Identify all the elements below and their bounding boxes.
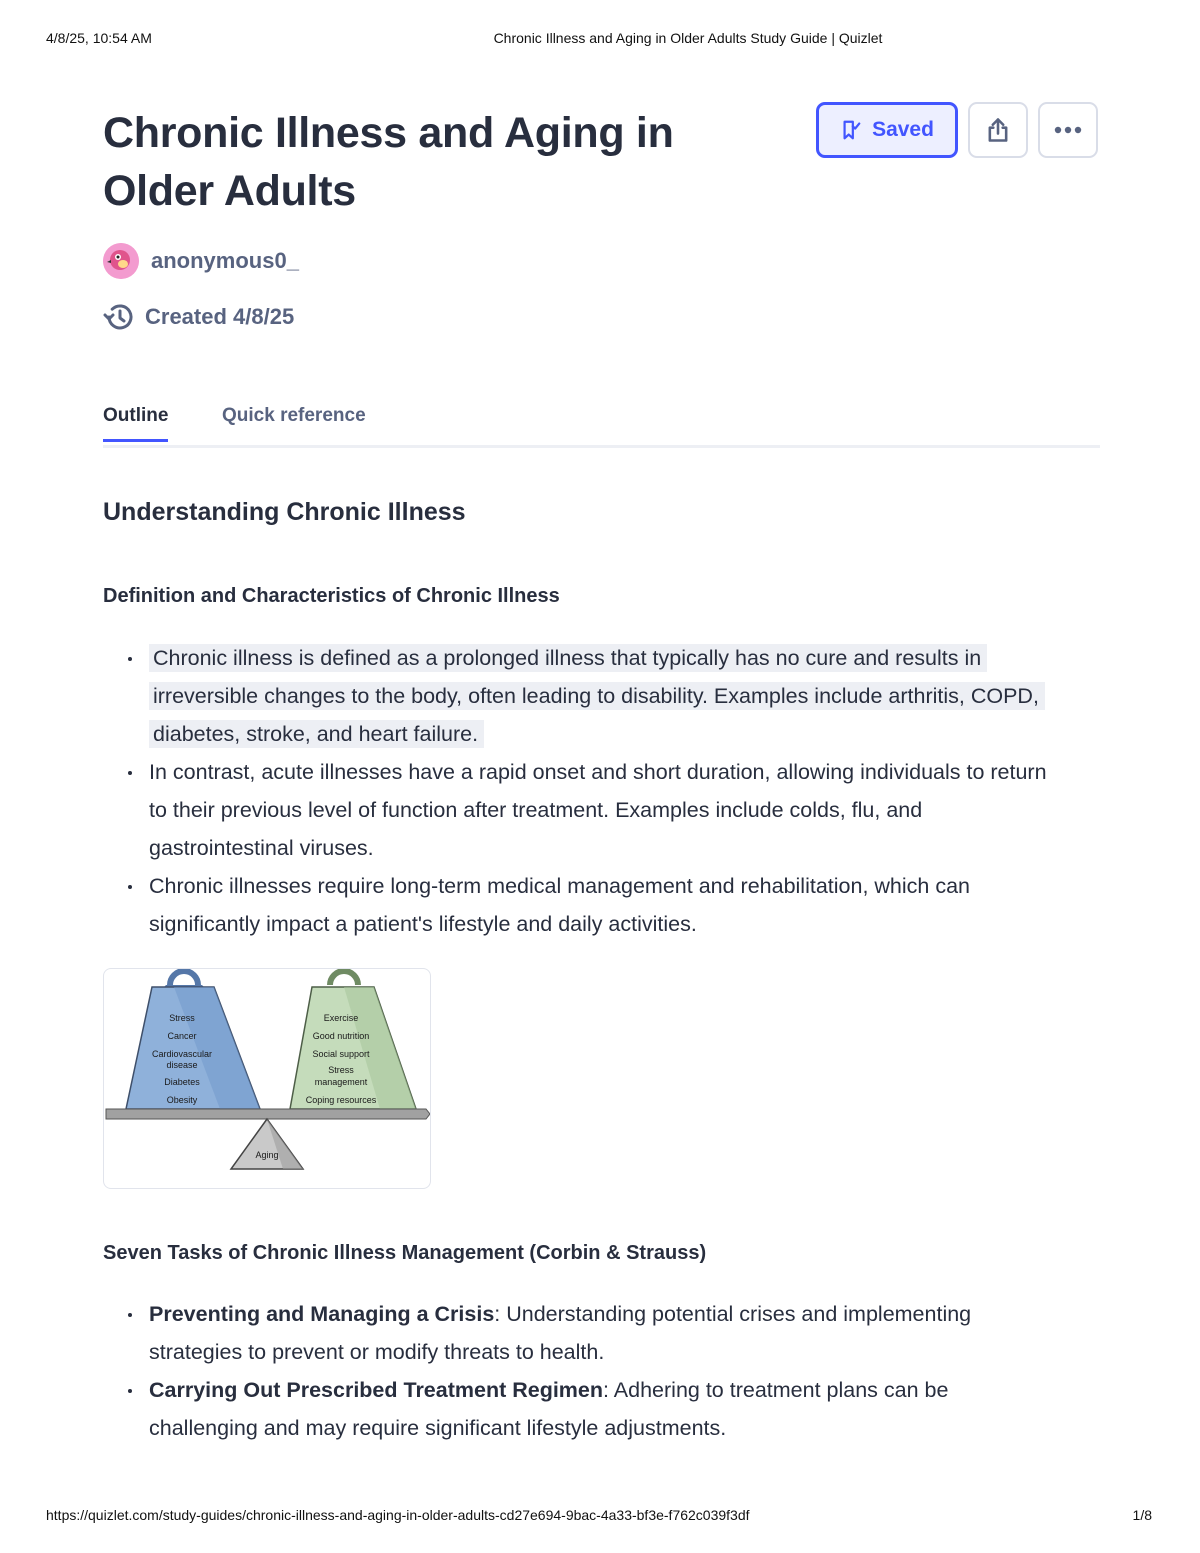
author-row[interactable] bbox=[103, 243, 299, 279]
more-button[interactable] bbox=[1038, 102, 1098, 158]
right-weight-label: Stress bbox=[328, 1065, 354, 1075]
tab-quick-reference[interactable]: Quick reference bbox=[222, 405, 366, 426]
share-button[interactable] bbox=[968, 102, 1028, 158]
task-description: : Understanding potential crises and implementing strategies to prevent or modify threats to health. bbox=[149, 1302, 972, 1364]
right-weight-label: management bbox=[314, 1077, 368, 1087]
list-item: Chronic illnesses require long-term medical management and rehabilitation, which can significantly impact a patient's lifestyle and daily activities. bbox=[103, 867, 1063, 943]
share-icon bbox=[984, 116, 1012, 144]
print-url: https://quizlet.com/study-guides/chronic-illness-and-aging-in-older-adults-cd27e694-9bac-4a33-bf3e-f762c039f3df bbox=[46, 1507, 750, 1523]
list-item bbox=[103, 1295, 1063, 1371]
avatar bbox=[103, 243, 139, 279]
tasks-list bbox=[103, 1295, 1063, 1447]
left-weight-label: Cardiovascular bbox=[151, 1049, 213, 1059]
fulcrum-label: Aging bbox=[255, 1150, 279, 1160]
right-weight-label: Good nutrition bbox=[312, 1031, 370, 1041]
task-term: Preventing and Managing a Crisis bbox=[149, 1302, 495, 1326]
right-weight-label: Exercise bbox=[323, 1013, 359, 1023]
left-weight-label: Stress bbox=[169, 1013, 195, 1023]
left-weight-label: Obesity bbox=[166, 1095, 198, 1105]
section-title: Understanding Chronic Illness bbox=[103, 498, 466, 526]
list-item bbox=[103, 1371, 1063, 1447]
print-page-title: Chronic Illness and Aging in Older Adults Study Guide | Quizlet bbox=[493, 30, 883, 46]
history-icon bbox=[103, 303, 135, 331]
more-horizontal-icon bbox=[1053, 125, 1083, 135]
highlighted-text: Chronic illness is defined as a prolonged illness that typically has no cure and results in irreversible changes to the body, often leading to disability. Examples include arthritis, COPD, diabetes, stroke, and heart failure. bbox=[149, 644, 1045, 748]
left-weight-label: Cancer bbox=[167, 1031, 197, 1041]
tab-outline[interactable]: Outline bbox=[103, 405, 169, 426]
left-weight-label: Diabetes bbox=[164, 1077, 200, 1087]
saved-label: Saved bbox=[872, 118, 934, 141]
definition-heading: Definition and Characteristics of Chronic Illness bbox=[103, 585, 560, 607]
task-term: Carrying Out Prescribed Treatment Regimen bbox=[149, 1378, 604, 1402]
saved-button[interactable] bbox=[816, 102, 958, 158]
task-description: : Adhering to treatment plans can be challenging and may require significant lifestyle adjustments. bbox=[149, 1378, 949, 1440]
created-row bbox=[103, 303, 294, 331]
left-weight-label: disease bbox=[166, 1060, 198, 1070]
definition-list bbox=[103, 639, 1063, 943]
created-date: Created 4/8/25 bbox=[145, 304, 295, 329]
guide-tabs bbox=[103, 400, 1100, 448]
chronic-illness-balance-figure bbox=[103, 968, 431, 1189]
right-weight-label: Social support bbox=[312, 1049, 370, 1059]
bookmark-check-icon bbox=[840, 119, 862, 141]
tasks-heading: Seven Tasks of Chronic Illness Management (Corbin & Strauss) bbox=[103, 1242, 707, 1264]
guide-title: Chronic Illness and Aging in Older Adults bbox=[103, 109, 674, 215]
list-item: In contrast, acute illnesses have a rapid onset and short duration, allowing individuals to return to their previous level of function after treatment. Examples include colds, flu, and gastrointestinal viruses. bbox=[103, 753, 1063, 867]
print-datetime: 4/8/25, 10:54 AM bbox=[46, 30, 152, 46]
right-weight-label: Coping resources bbox=[305, 1095, 377, 1105]
list-item bbox=[103, 639, 1063, 753]
guide-actions bbox=[816, 102, 1098, 158]
author-name[interactable]: anonymous0_ bbox=[151, 248, 299, 273]
print-page-number: 1/8 bbox=[1132, 1507, 1152, 1523]
